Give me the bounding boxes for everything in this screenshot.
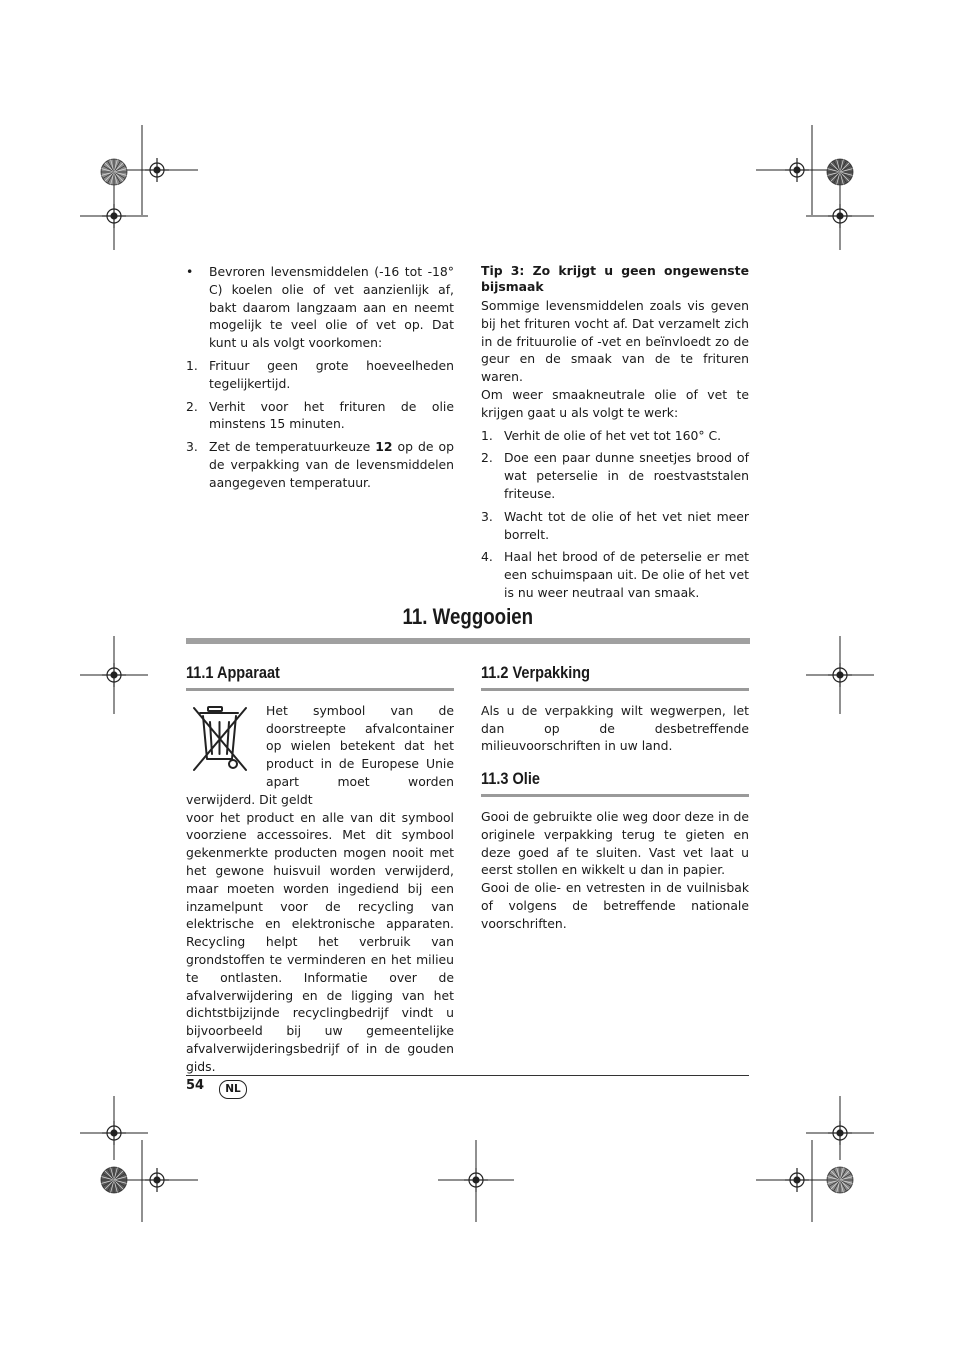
heading-rule (481, 794, 749, 797)
weee-bin-icon (188, 704, 254, 774)
step-text: Frituur geen grote hoeveelheden tegelijkertijd. (209, 357, 454, 391)
list-item (481, 548, 749, 601)
step-text: Doe een paar dunne sneetjes brood of wat peterselie in de roestvaststalen friteuse. (504, 450, 749, 501)
section-rule (186, 638, 750, 644)
step-number: 2. (186, 398, 198, 414)
registration-mark-icon (102, 1121, 126, 1145)
registration-mark-icon (828, 1121, 852, 1145)
step-number: 4. (481, 549, 493, 565)
color-wheel-icon (827, 1167, 853, 1193)
color-wheel-icon (827, 159, 853, 185)
right-column-top (481, 263, 749, 602)
registration-mark-icon (464, 1168, 488, 1192)
verpakking-heading: 11.2 Verpakking (481, 664, 590, 682)
bullet-marker: • (186, 264, 194, 279)
paragraph: Om weer smaakneutrale olie of vet te krijgen gaat u als volgt te werk: (481, 386, 749, 420)
step-text: Haal het brood of de peterselie er met een schuimspaan uit. De olie of het vet is nu weer neutraal van smaak. (504, 549, 749, 600)
tip-heading: Tip 3: Zo krijgt u geen ongewenste bijsmaak (481, 263, 749, 294)
registration-mark-icon (785, 1168, 809, 1192)
list-item (186, 398, 454, 434)
step-text-pre: Zet de temperatuurkeuze (209, 439, 376, 455)
language-badge: NL (219, 1080, 247, 1099)
page-number: 54 (186, 1078, 205, 1093)
registration-mark-icon (145, 1168, 169, 1192)
section-title (186, 604, 750, 630)
right-sections (481, 665, 749, 933)
registration-mark-icon (102, 663, 126, 687)
heading-rule (186, 688, 454, 691)
step-number: 3. (481, 508, 493, 524)
list-item (186, 438, 454, 491)
weee-rest-text: voor het product en alle van dit symbool voorziene accessoires. Met dit symbool gekenmerkte producten mogen nooit met het gewone huisvuil worden verwijderd, maar moeten worden ingediend bij een inzamelpunt voor de recycling van elektrische en elektronische apparaten. Recycling helpt het verbruik van grondstoffen te verminderen en het milieu te ontlasten. Informatie over de afvalverwijdering en de ligging van het dichtstbijzijnde recyclingbedrijf vindt u bijvoorbeeld bij uw gemeentelijke afvalverwijderingsbedrijf of in de gouden gids. (186, 809, 454, 1074)
registration-mark-icon (102, 204, 126, 228)
registration-mark-icon (828, 663, 852, 687)
olie-paragraph: Gooi de olie- en vetresten in de vuilnisbak of volgens de betreffende nationale voorschriften. (481, 880, 749, 931)
list-item (186, 357, 454, 393)
step-text-post: op de op de verpakking van de levensmiddelen aangegeven temperatuur. (209, 439, 455, 490)
olie-paragraph: Gooi de gebruikte olie weg door deze in de originele verpakking terug te gieten en deze goed af te sluiten. Vast vet laat u eerst stollen en wikkelt u dan in papier. (481, 808, 749, 878)
list-item (481, 508, 749, 544)
step-text: Wacht tot de olie of het vet niet meer borrelt. (504, 508, 749, 542)
step-number: 1. (481, 427, 493, 443)
footer-rule (186, 1075, 749, 1076)
step-number: 3. (186, 439, 198, 455)
list-item (481, 449, 749, 502)
verpakking-text: Als u de verpakking wilt wegwerpen, let dan op de desbetreffende milieuvoorschriften in uw land. (481, 702, 749, 754)
left-column-top (186, 263, 454, 492)
list-item (186, 263, 454, 352)
step-number: 1. (186, 357, 198, 373)
step-number: 2. (481, 450, 493, 466)
apparaat-heading: 11.1 Apparaat (186, 664, 280, 682)
registration-mark-icon (145, 158, 169, 182)
section-title-text: 11. Weggooien (402, 604, 534, 629)
weee-float-text: Het symbool van de doorstreepte afvalcontainer op wielen betekent dat het product in de Europese Unie apart moet worden verwijderd. Dit geldt (186, 702, 454, 807)
heading-rule (481, 688, 749, 691)
step-text: Verhit de olie of het vet tot 160° C. (504, 427, 722, 443)
step-text: Verhit voor het frituren de olie minstens 15 minuten. (209, 398, 454, 432)
control-number: 12 (375, 439, 393, 455)
color-wheel-icon (101, 1167, 127, 1193)
list-item (481, 427, 749, 445)
color-wheel-icon (101, 159, 127, 185)
olie-heading: 11.3 Olie (481, 770, 540, 789)
registration-mark-icon (785, 158, 809, 182)
registration-mark-icon (828, 204, 852, 228)
paragraph: Sommige levensmiddelen zoals vis geven bij het frituren vocht af. Dat verzamelt zich in de frituurolie of -vet en beïnvloedt zo de geur en de smaak van de te frituren waren. (481, 298, 749, 385)
bullet-text: Bevroren levensmiddelen (-16 tot -18° C) koelen olie of vet aanzienlijk af, bakt daarom langzaam aan en neemt mogelijk te veel olie of vet op. Dat kunt u als volgt voorkomen: (209, 264, 454, 351)
apparaat-section (186, 665, 454, 1076)
